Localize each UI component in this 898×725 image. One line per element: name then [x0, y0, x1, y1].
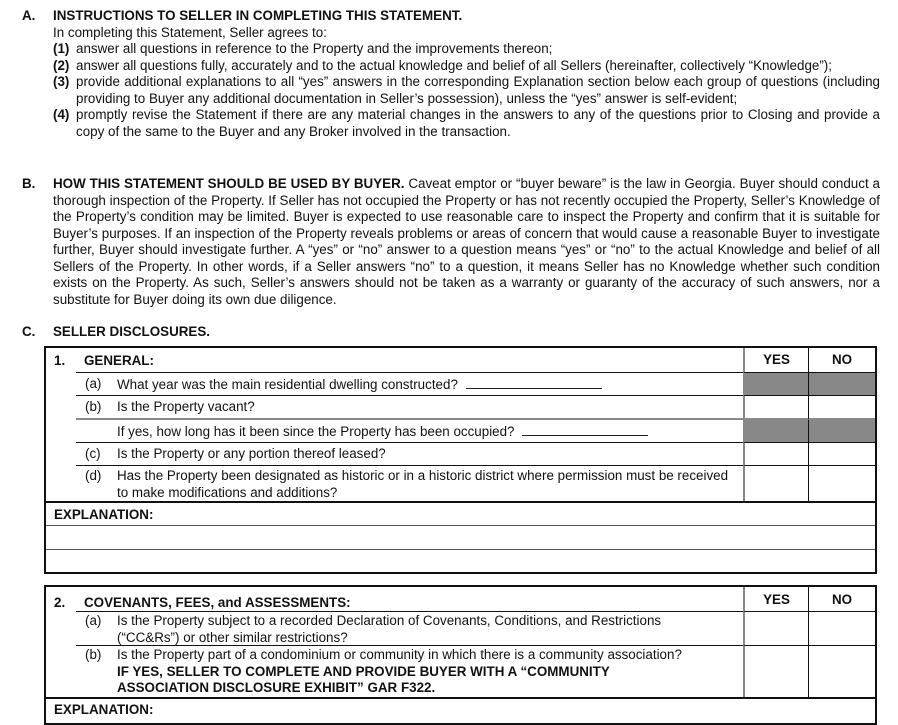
table-row	[46, 373, 875, 396]
group-number: 2.	[54, 595, 66, 610]
instruction-text: answer all questions fully, accurately and to the actual knowledge and belief of all Sellers (hereinafter, collectively “Knowledge”);	[76, 57, 832, 73]
no-checkbox-cell[interactable]	[808, 396, 875, 420]
section-b-text: Caveat emptor or “buyer beware” is the law in Georgia. Buyer should conduct a thorough inspection of the Property. If Seller has not occupied the Property or has not recently occupied the Property, Seller’s Knowledge of the Property’s condition may be limited. Buyer is expected to use reasonable care to inspect the Property and confirm that it is suitable for Buyer’s purposes. If an inspection of the Property reveals problems or areas of concern that would cause a reasonable Buyer to investigate further, Buyer should investigate further. A “yes” or “no” answer to a question means “yes” or “no” to the actual Knowledge and belief of all Sellers of the Property. In other words, if a Seller answers “no” to a question, it means Seller has no Knowledge whether such condition exists on the Property. As such, Seller’s answers should not be taken as a warranty or guaranty of the accuracy of such answers, nor a substitute for Buyer doing its own due diligence.	[53, 176, 880, 307]
question-label: (a)	[85, 376, 102, 391]
no-checkbox-cell[interactable]	[808, 612, 875, 646]
section-c-title: SELLER DISCLOSURES.	[53, 324, 210, 339]
section-b-letter: B.	[22, 176, 36, 191]
instruction-number: (1)	[53, 41, 70, 56]
instruction-text: provide additional explanations to all “yes” answers in the corresponding Explanation section below each group of questions (including providing to Buyer any additional documentation in Seller’s possession), unless the “yes” answer is self-evident;	[76, 74, 880, 106]
yes-cell-disabled	[743, 420, 808, 443]
yes-checkbox-cell[interactable]	[743, 466, 808, 501]
question-label: (b)	[85, 647, 102, 662]
section-a-letter: A.	[22, 8, 36, 23]
explanation-section	[46, 697, 875, 721]
instruction-number: (2)	[53, 57, 70, 73]
question-text: Is the Property part of a condominium or community in which there is a community association?	[117, 647, 682, 662]
section-b-body	[53, 176, 880, 308]
table-row	[46, 443, 875, 466]
instruction-number: (4)	[53, 107, 70, 122]
yes-column-header: YES	[743, 587, 808, 612]
no-column-header: NO	[808, 587, 875, 612]
table-header-row	[46, 587, 875, 612]
group-number: 1.	[54, 353, 66, 368]
question-text: If yes, how long has it been since the Property has been occupied?	[117, 424, 515, 439]
group-title: GENERAL:	[84, 353, 154, 368]
table-header-row	[46, 348, 875, 373]
instruction-item	[53, 107, 880, 140]
yes-checkbox-cell[interactable]	[743, 612, 808, 646]
question-text: Is the Property or any portion thereof leased?	[117, 446, 386, 461]
instruction-item	[53, 41, 880, 58]
table-row	[46, 612, 875, 646]
no-checkbox-cell[interactable]	[808, 466, 875, 501]
yes-cell-disabled	[743, 373, 808, 396]
yes-checkbox-cell[interactable]	[743, 396, 808, 420]
instruction-text: promptly revise the Statement if there are any material changes in the answers to any of the questions prior to Closing and provide a copy of the same to the Buyer and any Broker involved in the transaction.	[76, 107, 880, 139]
question-text: Is the Property vacant?	[117, 399, 255, 414]
no-checkbox-cell[interactable]	[808, 646, 875, 697]
explanation-line[interactable]	[46, 525, 875, 549]
general-disclosure-table	[44, 346, 877, 574]
yes-column-header: YES	[743, 348, 808, 373]
explanation-label: EXPLANATION:	[54, 507, 154, 522]
explanation-section	[46, 501, 875, 572]
section-b-title: HOW THIS STATEMENT SHOULD BE USED BY BUYER.	[53, 176, 405, 191]
instruction-item	[53, 74, 880, 107]
section-a-intro: In completing this Statement, Seller agrees to:	[53, 24, 327, 40]
question-label: (c)	[85, 446, 101, 461]
explanation-label: EXPLANATION:	[54, 702, 154, 717]
question-text: What year was the main residential dwelling constructed?	[117, 377, 458, 392]
question-label: (a)	[85, 613, 102, 628]
yes-checkbox-cell[interactable]	[743, 646, 808, 697]
no-cell-disabled	[808, 373, 875, 396]
covenants-disclosure-table	[44, 585, 877, 725]
instruction-item	[53, 58, 880, 75]
instruction-text: answer all questions in reference to the Property and the improvements thereon;	[76, 41, 553, 56]
question-text: Has the Property been designated as historic or in a historic district where permission must be received to make modifications and additions?	[117, 468, 729, 500]
question-label: (b)	[85, 399, 102, 414]
community-association-note: IF YES, SELLER TO COMPLETE AND PROVIDE BUYER WITH A “COMMUNITY ASSOCIATION DISCLOSURE EXHIBIT” GAR F322.	[117, 663, 610, 695]
no-checkbox-cell[interactable]	[808, 443, 875, 466]
year-constructed-field[interactable]	[466, 376, 602, 389]
occupied-duration-field[interactable]	[522, 423, 648, 436]
table-row	[46, 420, 875, 443]
table-row	[46, 396, 875, 420]
no-column-header: NO	[808, 348, 875, 373]
no-cell-disabled	[808, 420, 875, 443]
group-title: COVENANTS, FEES, and ASSESSMENTS:	[84, 595, 351, 610]
section-a-title: INSTRUCTIONS TO SELLER IN COMPLETING THIS STATEMENT.	[53, 8, 463, 23]
question-label: (d)	[85, 468, 102, 483]
table-row	[46, 466, 875, 501]
instruction-number: (3)	[53, 74, 70, 89]
table-row	[46, 646, 875, 697]
yes-checkbox-cell[interactable]	[743, 443, 808, 466]
question-text: Is the Property subject to a recorded Declaration of Covenants, Conditions, and Restrictions (“CC&Rs”) or other similar restrictions?	[117, 613, 662, 645]
explanation-line[interactable]	[46, 549, 875, 572]
section-a-body	[53, 8, 880, 140]
section-c-letter: C.	[22, 324, 36, 339]
